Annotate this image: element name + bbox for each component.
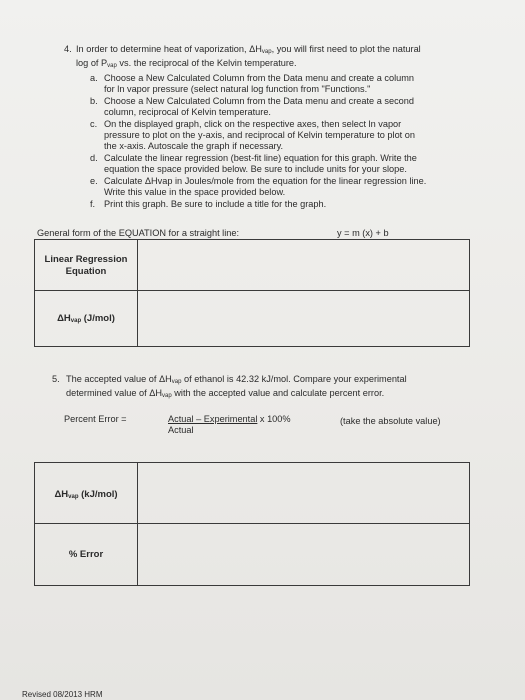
instruction-steps (90, 73, 504, 210)
subscript: vap (162, 393, 172, 399)
question-5-text (66, 374, 502, 402)
percent-error-label: Percent Error = (64, 414, 127, 424)
step-item (90, 73, 504, 95)
step-item (90, 176, 504, 198)
subscript: vap (68, 494, 79, 500)
intro-text: vs. the reciprocal of the Kelvin temperature. (116, 58, 297, 68)
revision-footer: Revised 08/2013 HRM (22, 690, 103, 699)
column-divider (137, 463, 138, 585)
q5-text: determined value of ΔH (66, 388, 163, 398)
step-text: On the displayed graph, click on the respective axes, then select ln vapor (104, 119, 402, 129)
q5-text: of ethanol is 42.32 kJ/mol. Compare your experimental (181, 374, 407, 384)
step-text: Write this value in the space provided below. (104, 187, 286, 197)
label-line: Linear Regression (44, 254, 128, 265)
step-item (90, 153, 504, 175)
numerator-text: Actual – Experimental (168, 414, 258, 424)
label-text: ΔH (54, 489, 69, 500)
step-text: Calculate the linear regression (best-fit line) equation for this graph. Write the (104, 153, 417, 163)
step-item (90, 119, 504, 152)
label-line: Equation (65, 266, 107, 277)
step-letter: e. (90, 176, 98, 186)
general-form-equation: y = m (x) + b (337, 228, 389, 238)
row-label-dhvap-kj (35, 489, 137, 500)
step-text: equation the space provided below. Be sure to include units for your slope. (104, 164, 407, 174)
row-label-regression (35, 254, 137, 278)
q5-text: with the accepted value and calculate percent error. (171, 388, 385, 398)
q5-text: The accepted value of ΔH (66, 374, 172, 384)
row-label-percent-error: % Error (68, 549, 104, 560)
step-letter: a. (90, 73, 98, 83)
step-letter: f. (90, 199, 96, 209)
subscript: vap (171, 379, 182, 385)
table-row (35, 292, 469, 345)
column-divider (137, 240, 138, 346)
percent-error-numerator (168, 414, 291, 424)
question-4 (64, 44, 504, 211)
step-letter: d. (90, 153, 98, 163)
step-text: for ln vapor pressure (select natural log function from "Functions." (104, 84, 371, 94)
table-row (35, 240, 469, 291)
step-text: pressure to plot on the y-axis, and reciprocal of Kelvin temperature to plot on (104, 130, 416, 140)
question-5 (52, 374, 502, 402)
subscript: vap (261, 49, 272, 55)
general-form-label: General form of the EQUATION for a straight line: (37, 228, 240, 238)
subscript: vap (70, 318, 82, 324)
intro-text: , you will first need to plot the natural (271, 44, 421, 54)
label-text: (J/mol) (81, 313, 115, 324)
question-number: 4. (64, 44, 72, 54)
regression-table (34, 239, 470, 347)
step-text: Choose a New Calculated Column from the Data menu and create a column (104, 73, 414, 83)
step-letter: c. (90, 119, 98, 129)
step-item (90, 199, 504, 210)
times-text: x 100% (257, 414, 291, 424)
table-row (35, 463, 469, 524)
intro-text: In order to determine heat of vaporization, ΔH (76, 44, 262, 54)
row-label-dhvap (35, 313, 137, 324)
label-text: ΔH (57, 313, 71, 324)
label-text: (kJ/mol) (78, 489, 118, 500)
step-text: Calculate ΔHvap in Joules/mole from the equation for the linear regression line. (104, 176, 427, 186)
intro-text: log of P (76, 58, 108, 68)
step-item (90, 96, 504, 118)
step-letter: b. (90, 96, 98, 106)
question-number: 5. (52, 374, 60, 384)
result-table (34, 462, 470, 586)
step-text: column, reciprocal of Kelvin temperature. (104, 107, 271, 117)
step-text: Choose a New Calculated Column from the Data menu and create a second (104, 96, 414, 106)
general-form-line (37, 228, 467, 238)
percent-error-denominator: Actual (168, 425, 194, 435)
step-text: the x-axis. Autoscale the graph if necessary. (104, 141, 284, 151)
subscript: vap (107, 63, 117, 69)
step-text: Print this graph. Be sure to include a title for the graph. (104, 199, 327, 209)
percent-error-note: (take the absolute value) (340, 416, 441, 426)
question-4-intro (76, 44, 504, 72)
